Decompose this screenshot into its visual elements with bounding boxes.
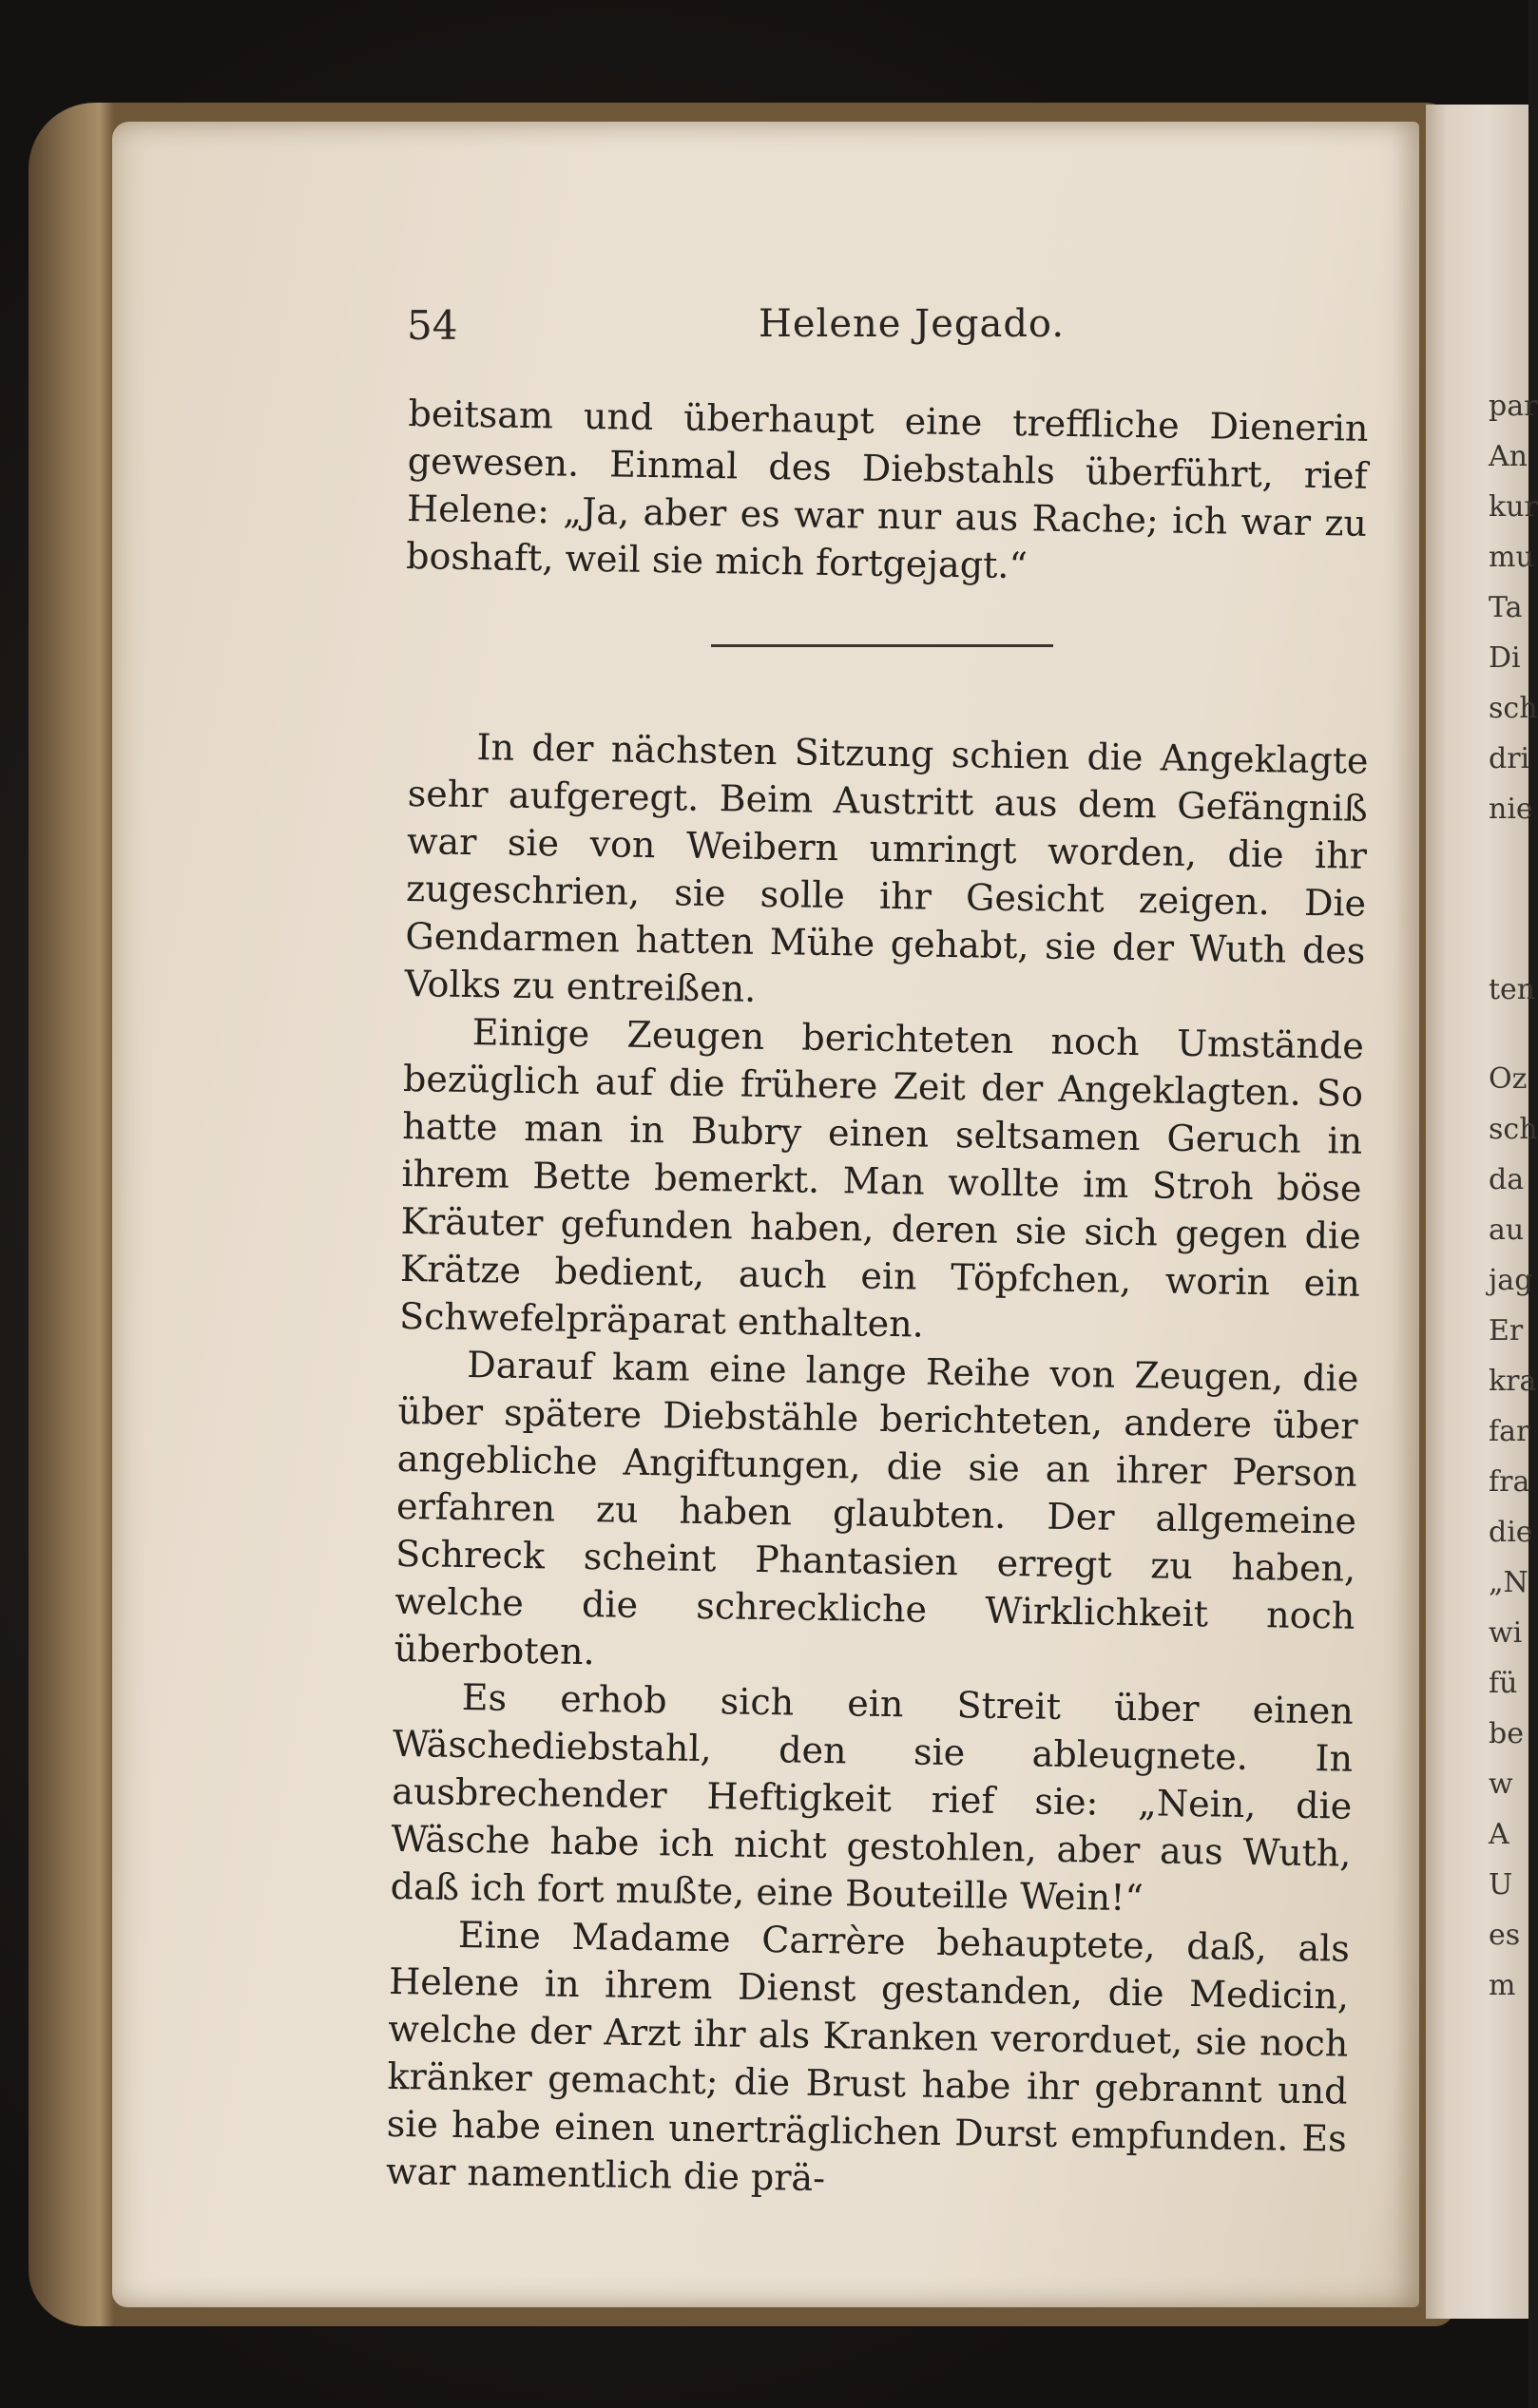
text-block-continuation (406, 390, 1369, 595)
facing-fragment: fra (1489, 1465, 1530, 1499)
facing-fragment: nie (1489, 793, 1533, 826)
facing-fragment: „N (1489, 1566, 1528, 1599)
facing-fragment: es (1489, 1919, 1521, 1952)
facing-fragment: sch (1489, 692, 1538, 725)
facing-fragment: ten (1489, 973, 1536, 1006)
facing-fragment: wi (1489, 1616, 1523, 1650)
facing-fragment: m (1489, 1969, 1516, 2002)
page-header (407, 302, 1357, 359)
facing-fragment: Er (1489, 1314, 1524, 1347)
facing-fragment: die (1489, 1516, 1533, 1549)
facing-fragment: Oz (1489, 1062, 1528, 1096)
facing-fragment: Di (1489, 641, 1521, 675)
facing-fragment: Ta (1489, 591, 1523, 624)
facing-fragment: be (1489, 1717, 1524, 1750)
facing-page (1426, 105, 1538, 2319)
facing-fragment: jag (1489, 1264, 1533, 1297)
facing-fragment: w (1489, 1768, 1513, 1801)
facing-fragment: par (1489, 390, 1538, 423)
facing-fragment: kur (1489, 490, 1538, 524)
facing-fragment: mu (1489, 541, 1534, 574)
facing-fragment: A (1489, 1818, 1509, 1851)
paragraph: Es erhob sich ein Streit über einen Wäschediebstahl, den sie ableugnete. In ausbrechender Heftigkeit rief sie: „Nein, die Wäsche habe ich nicht gestohlen, aber aus Wuth, daß ich fort mußte, eine Bouteille Wein!“ (390, 1676, 1355, 1920)
paragraph: Einige Zeugen berichteten noch Umstände bezüglich auf die frühere Zeit der Angeklagten. So hatte man in Bubry einen seltsamen Geruch in ihrem Bette bemerkt. Man wollte im Stroh böse Kräuter gefunden haben, deren sie sich gegen die Krätze bedient, auch ein Töpfchen, worin ein Schwefelpräparat enthalten. (398, 1011, 1365, 1346)
text-block-main (386, 722, 1369, 2210)
page-number: 54 (407, 302, 458, 349)
facing-fragment: da (1489, 1163, 1525, 1196)
opening-paragraph: beitsam und überhaupt eine treffliche Dienerin gewesen. Einmal des Diebstahls überführt, rief Helene: „Ja, aber es war nur aus Rache; ich war zu boshaft, weil sie mich fortgejagt.“ (405, 392, 1369, 587)
paragraph: Eine Madame Carrère behauptete, daß, als Helene in ihrem Dienst gestanden, die Medicin, welche der Arzt ihr als Kranken verorduet, sie noch kränker gemacht; die Brust habe ihr gebrannt und sie habe einen unerträglichen Durst empfunden. Es war namentlich die prä- (385, 1913, 1351, 2200)
facing-fragment: dri (1489, 742, 1530, 775)
facing-fragment: fü (1489, 1667, 1518, 1700)
facing-fragment: far (1489, 1415, 1530, 1448)
running-title: Helene Jegado. (759, 302, 1066, 346)
paragraph: In der nächsten Sitzung schien die Angeklagte sehr aufgeregt. Beim Austritt aus dem Gefängniß war sie von Weibern umringt worden, die ihr zugeschrien, sie solle ihr Gesicht zeigen. Die Gendarmen hatten Mühe gehabt, sie der Wuth des Volks zu entreißen. (404, 726, 1369, 1010)
facing-fragment: U (1489, 1868, 1513, 1902)
facing-fragment: An (1489, 440, 1528, 473)
facing-fragment: kra (1489, 1365, 1537, 1398)
facing-fragment: au (1489, 1214, 1525, 1247)
paragraph: Darauf kam eine lange Reihe von Zeugen, die über spätere Diebstähle berichteten, andere über angebliche Angiftungen, die sie an ihrer Person erfahren zu haben glaubten. Der allgemeine Schreck scheint Phantasien erregt zu haben, welche die schreckliche Wirklichkeit noch überboten. (394, 1344, 1359, 1673)
section-divider (711, 644, 1053, 647)
facing-fragment: sch (1489, 1113, 1538, 1146)
